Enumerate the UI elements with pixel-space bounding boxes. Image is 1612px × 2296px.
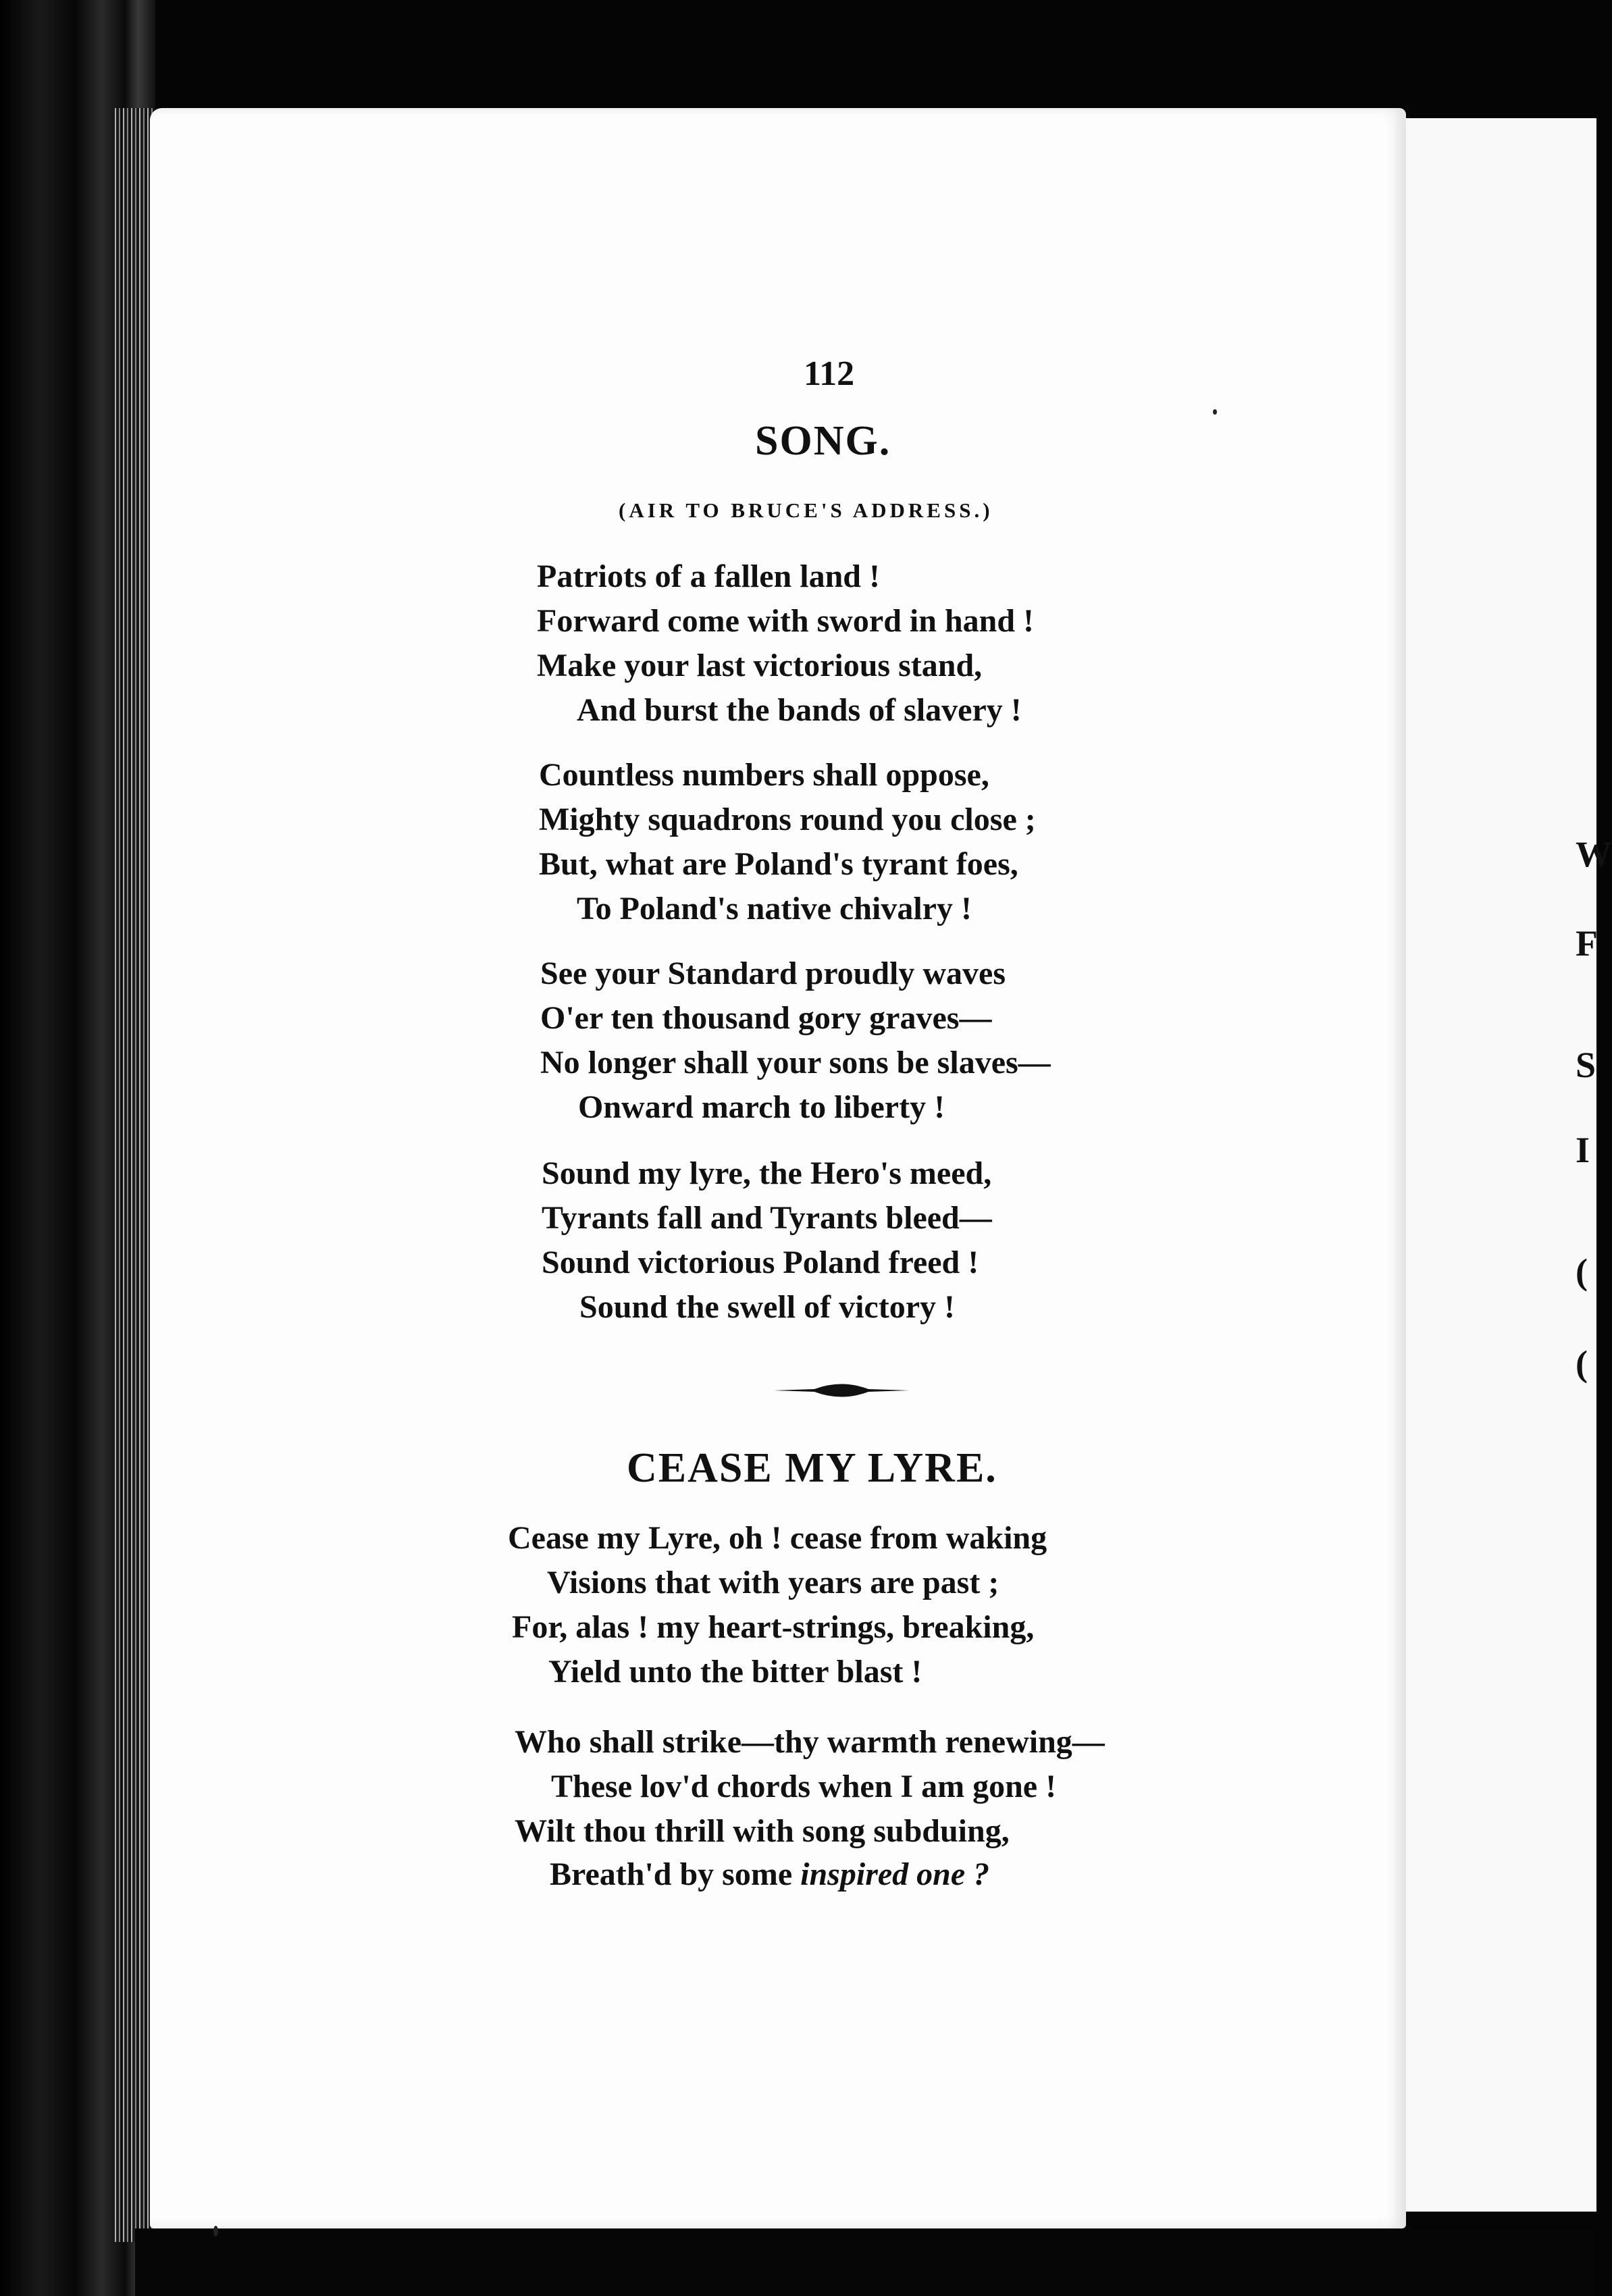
poem-line: Patriots of a fallen land ! bbox=[537, 558, 880, 594]
poem-line-italic: inspired one ? bbox=[800, 1856, 990, 1892]
poem-title: CEASE MY LYRE. bbox=[627, 1445, 997, 1491]
poem-line: Wilt thou thrill with song subduing, bbox=[515, 1813, 1010, 1849]
song-subtitle: (AIR TO BRUCE'S ADDRESS.) bbox=[619, 498, 993, 522]
poem-line: These lov'd chords when I am gone ! bbox=[551, 1769, 1057, 1804]
facing-page-fragment: ( bbox=[1576, 1251, 1588, 1292]
poem-line: Yield unto the bitter blast ! bbox=[548, 1654, 922, 1690]
song-title: SONG. bbox=[755, 418, 891, 464]
poem-line: Visions that with years are past ; bbox=[547, 1565, 999, 1600]
facing-page-fragment: ( bbox=[1576, 1343, 1588, 1384]
bottom-edge bbox=[135, 2228, 1596, 2296]
poem-line: For, alas ! my heart-strings, breaking, bbox=[512, 1609, 1035, 1645]
facing-page-fragment: W bbox=[1576, 834, 1612, 875]
poem-line bbox=[550, 1858, 989, 1891]
poem-line: Onward march to liberty ! bbox=[578, 1089, 945, 1125]
facing-page-fragment: S bbox=[1576, 1045, 1596, 1085]
poem-line: Forward come with sword in hand ! bbox=[537, 603, 1035, 639]
poem-line: O'er ten thousand gory graves— bbox=[540, 1000, 992, 1036]
ornamental-divider bbox=[774, 1379, 909, 1402]
page-number: 112 bbox=[804, 355, 855, 393]
poem-line: Sound my lyre, the Hero's meed, bbox=[542, 1155, 992, 1191]
poem-line: See your Standard proudly waves bbox=[540, 956, 1006, 991]
facing-page-fragment: F bbox=[1576, 923, 1598, 964]
poem-line: And burst the bands of slavery ! bbox=[577, 692, 1022, 728]
poem-line: Sound victorious Poland freed ! bbox=[542, 1245, 979, 1280]
poem-line: Sound the swell of victory ! bbox=[579, 1289, 955, 1325]
poem-line: Mighty squadrons round you close ; bbox=[539, 802, 1036, 837]
poem-line: To Poland's native chivalry ! bbox=[577, 891, 972, 927]
poem-line: Who shall strike—thy warmth renewing— bbox=[515, 1724, 1105, 1760]
poem-line: Tyrants fall and Tyrants bleed— bbox=[542, 1200, 992, 1236]
speck bbox=[213, 2226, 218, 2237]
facing-page-fragment: I bbox=[1576, 1130, 1590, 1170]
speck bbox=[1213, 409, 1217, 415]
poem-line: No longer shall your sons be slaves— bbox=[540, 1045, 1051, 1080]
poem-line-text: Breath'd by some bbox=[550, 1856, 801, 1892]
poem-line: But, what are Poland's tyrant foes, bbox=[539, 846, 1018, 882]
poem-line: Make your last victorious stand, bbox=[537, 648, 983, 683]
poem-line: Countless numbers shall oppose, bbox=[539, 757, 989, 793]
poem-line: Cease my Lyre, oh ! cease from waking bbox=[508, 1520, 1047, 1556]
facing-page bbox=[1378, 118, 1596, 2212]
page-edges bbox=[115, 108, 155, 2242]
